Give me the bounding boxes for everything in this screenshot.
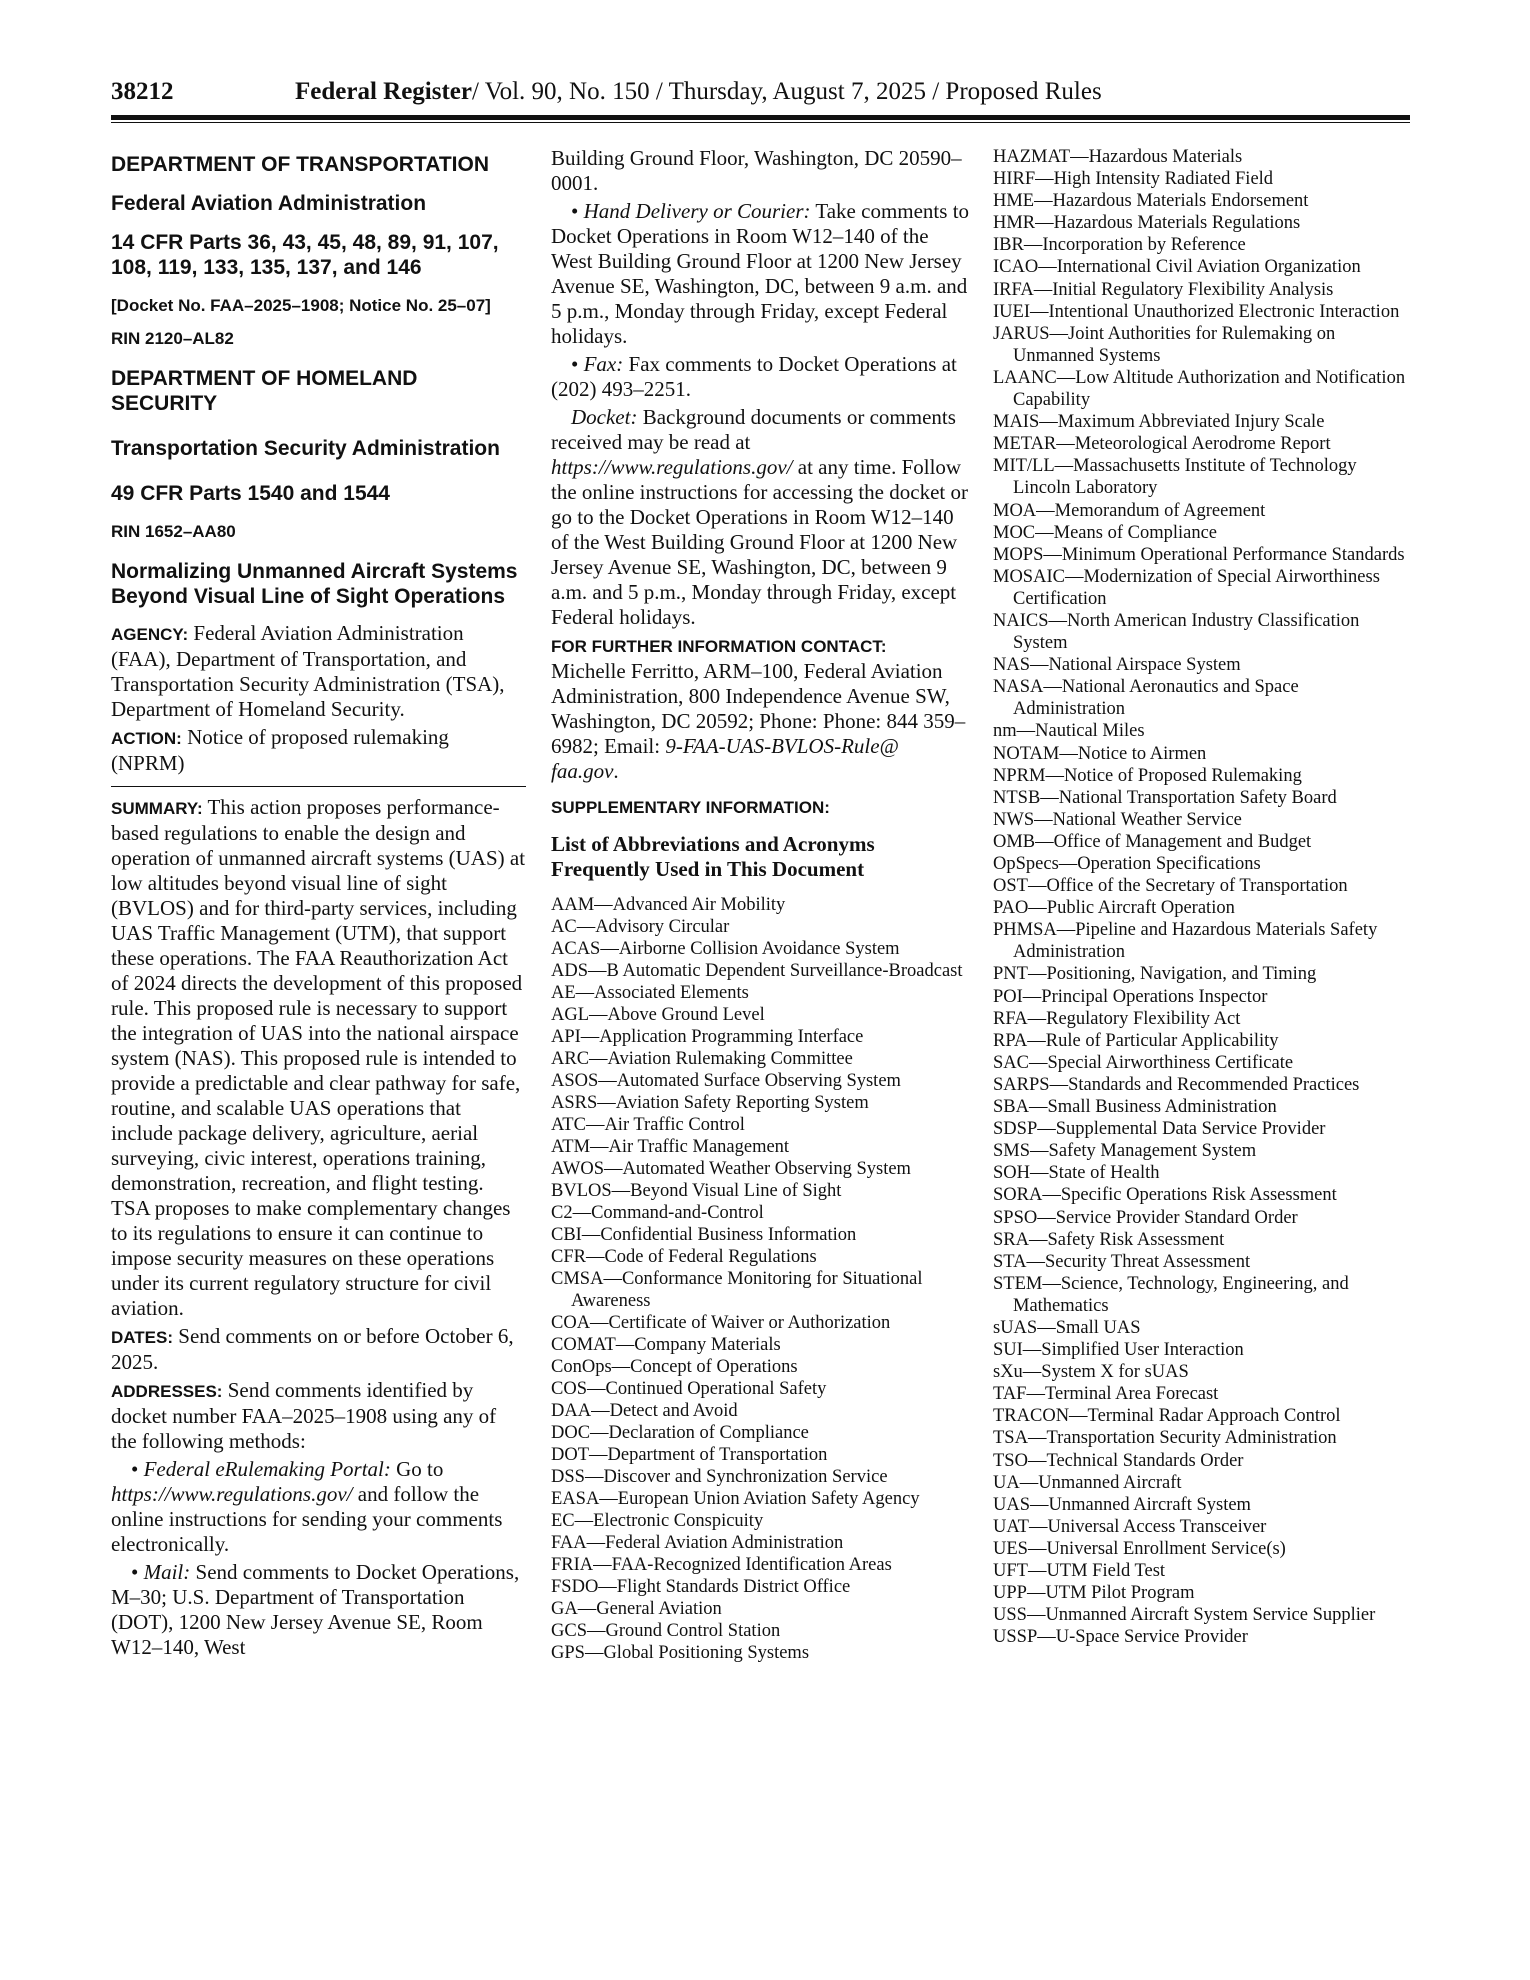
abbreviation-item: COA—Certificate of Waiver or Authorization: [551, 1313, 891, 1333]
abbreviation-item: AC—Advisory Circular: [551, 917, 730, 937]
abbreviation-item: TSA—Transportation Security Administration: [993, 1428, 1337, 1449]
abbreviation-item: USSP—U-Space Service Provider: [993, 1627, 1248, 1648]
abbreviations-heading: List of Abbreviations and Acronyms Frequently Used in This Document: [551, 832, 875, 881]
abbreviation-item: ASOS—Automated Surface Observing System: [551, 1071, 901, 1091]
abbreviation-item: MOSAIC—Modernization of Special Airworthiness Certification: [993, 566, 1380, 609]
journal-name: Federal Register: [295, 78, 473, 105]
page-header: [111, 78, 1410, 118]
address-continued: Building Ground Floor, Washington, DC 20590–0001.: [551, 146, 962, 195]
abbreviation-item: ConOps—Concept of Operations: [551, 1357, 798, 1377]
abbreviation-item: AGL—Above Ground Level: [551, 1005, 765, 1025]
abbreviation-item: ICAO—International Civil Aviation Organization: [993, 257, 1361, 278]
abbreviation-item: TRACON—Terminal Radar Approach Control: [993, 1406, 1341, 1427]
abbreviation-item: DOC—Declaration of Compliance: [551, 1423, 809, 1443]
abbreviation-item: AWOS—Automated Weather Observing System: [551, 1159, 911, 1179]
abbreviation-item: RFA—Regulatory Flexibility Act: [993, 1008, 1241, 1029]
abbreviation-item: PAO—Public Aircraft Operation: [993, 898, 1235, 919]
abbreviation-list-2: [993, 146, 1411, 1648]
abbreviation-item: EASA—European Union Aviation Safety Agency: [551, 1489, 920, 1509]
fax-bullet: • Fax: Fax comments to Docket Operations at (202) 493–2251.: [551, 352, 957, 401]
abbreviation-item: C2—Command-and-Control: [551, 1203, 764, 1223]
abbreviation-item: SMS—Safety Management System: [993, 1141, 1257, 1162]
abbreviation-item: GA—General Aviation: [551, 1599, 722, 1619]
abbreviation-list-1: [551, 894, 971, 1664]
abbreviation-item: sXu—System X for sUAS: [993, 1362, 1189, 1383]
abbreviation-item: METAR—Meteorological Aerodrome Report: [993, 434, 1331, 455]
abbreviation-item: nm—Nautical Miles: [993, 721, 1145, 742]
abbreviation-item: GPS—Global Positioning Systems: [551, 1643, 810, 1663]
agency-paragraph: AGENCY: Federal Aviation Administration (FAA), Department of Transportation, and Transportation Security Administration (TSA), Department of Homeland Security.: [111, 621, 505, 721]
abbreviation-item: ATM—Air Traffic Management: [551, 1137, 790, 1157]
abbreviation-item: USS—Unmanned Aircraft System Service Supplier: [993, 1605, 1376, 1626]
cfr-parts-2: 49 CFR Parts 1540 and 1544: [111, 482, 390, 505]
abbreviation-item: MOA—Memorandum of Agreement: [993, 500, 1266, 521]
abbreviation-item: BVLOS—Beyond Visual Line of Sight: [551, 1181, 842, 1201]
abbreviation-item: DAA—Detect and Avoid: [551, 1401, 738, 1421]
abbreviation-item: ATC—Air Traffic Control: [551, 1115, 745, 1135]
action-paragraph: ACTION: Notice of proposed rulemaking (NPRM): [111, 725, 449, 775]
abbreviation-item: SDSP—Supplemental Data Service Provider: [993, 1119, 1326, 1140]
abbreviation-item: SARPS—Standards and Recommended Practices: [993, 1074, 1360, 1095]
abbreviation-item: UAT—Universal Access Transceiver: [993, 1516, 1267, 1537]
abbreviation-item: PHMSA—Pipeline and Hazardous Materials Safety Administration: [993, 920, 1378, 963]
abbreviation-item: FAA—Federal Aviation Administration: [551, 1533, 844, 1553]
abbreviation-item: UES—Universal Enrollment Service(s): [993, 1538, 1286, 1559]
column-3: [993, 146, 1411, 1648]
abbreviation-item: SAC—Special Airworthiness Certificate: [993, 1052, 1294, 1073]
supplementary-heading: SUPPLEMENTARY INFORMATION:: [551, 798, 830, 817]
abbreviation-item: NWS—National Weather Service: [993, 809, 1242, 830]
abbreviation-item: MOPS—Minimum Operational Performance Standards: [993, 544, 1405, 565]
abbreviation-item: ADS—B Automatic Dependent Surveillance-Broadcast: [551, 961, 963, 981]
abbreviation-item: CFR—Code of Federal Regulations: [551, 1247, 817, 1267]
abbreviation-item: IRFA—Initial Regulatory Flexibility Analysis: [993, 279, 1334, 300]
abbreviation-item: ASRS—Aviation Safety Reporting System: [551, 1093, 869, 1113]
abbreviation-item: GCS—Ground Control Station: [551, 1621, 781, 1641]
abbreviation-item: CBI—Confidential Business Information: [551, 1225, 857, 1245]
portal-link[interactable]: https://www.regulations.gov/: [111, 1482, 353, 1506]
abbreviation-item: PNT—Positioning, Navigation, and Timing: [993, 964, 1317, 985]
abbreviation-item: ARC—Aviation Rulemaking Committee: [551, 1049, 853, 1069]
abbreviation-item: RPA—Rule of Particular Applicability: [993, 1030, 1279, 1051]
abbreviation-item: TAF—Terminal Area Forecast: [993, 1384, 1219, 1405]
divider: [111, 786, 526, 787]
abbreviation-item: HMR—Hazardous Materials Regulations: [993, 213, 1301, 234]
abbreviation-item: FRIA—FAA-Recognized Identification Areas: [551, 1555, 892, 1575]
abbreviation-item: DSS—Discover and Synchronization Service: [551, 1467, 888, 1487]
abbreviation-item: NASA—National Aeronautics and Space Administration: [993, 677, 1299, 720]
abbreviation-item: COS—Continued Operational Safety: [551, 1379, 827, 1399]
abbreviation-item: NOTAM—Notice to Airmen: [993, 743, 1207, 764]
abbreviation-item: POI—Principal Operations Inspector: [993, 986, 1268, 1007]
abbreviation-item: SUI—Simplified User Interaction: [993, 1340, 1244, 1361]
abbreviation-item: FSDO—Flight Standards District Office: [551, 1577, 851, 1597]
abbreviation-item: OST—Office of the Secretary of Transportation: [993, 876, 1348, 897]
abbreviation-item: STA—Security Threat Assessment: [993, 1251, 1251, 1272]
abbreviation-item: STEM—Science, Technology, Engineering, and Mathematics: [993, 1273, 1349, 1316]
abbreviation-item: SBA—Small Business Administration: [993, 1097, 1277, 1118]
docket-number: [Docket No. FAA–2025–1908; Notice No. 25–07]: [111, 296, 491, 315]
dates-paragraph: DATES: Send comments on or before October 6, 2025.: [111, 1324, 514, 1374]
abbreviation-item: CMSA—Conformance Monitoring for Situational Awareness: [551, 1269, 923, 1311]
abbreviation-item: NAICS—North American Industry Classification System: [993, 610, 1360, 654]
document-title: Normalizing Unmanned Aircraft Systems Beyond Visual Line of Sight Operations: [111, 560, 518, 608]
abbreviation-item: NAS—National Airspace System: [993, 655, 1241, 676]
running-head: [295, 78, 1102, 106]
abbreviation-item: AAM—Advanced Air Mobility: [551, 895, 786, 915]
abbreviation-item: UPP—UTM Pilot Program: [993, 1583, 1195, 1604]
header-rule-thin: [111, 122, 1410, 123]
abbreviation-item: LAANC—Low Altitude Authorization and Notification Capability: [993, 367, 1406, 411]
abbreviation-item: ACAS—Airborne Collision Avoidance System: [551, 939, 900, 959]
abbreviation-item: OpSpecs—Operation Specifications: [993, 854, 1261, 874]
abbreviation-item: MOC—Means of Compliance: [993, 522, 1218, 543]
hand-delivery-bullet: • Hand Delivery or Courier: Take comments to Docket Operations in Room W12–140 of the West Building Ground Floor at 1200 New Jersey Avenue SE, Washington, DC, between 9 a.m. and 5 p.m., Monday through Friday, except Federal holidays.: [551, 199, 970, 348]
abbreviation-item: SOH—State of Health: [993, 1163, 1160, 1184]
abbreviation-item: MAIS—Maximum Abbreviated Injury Scale: [993, 412, 1325, 433]
abbreviation-item: NPRM—Notice of Proposed Rulemaking: [993, 765, 1302, 786]
column-1: [111, 146, 526, 1663]
header-rule-thick: [111, 115, 1410, 120]
abbreviation-item: TSO—Technical Standards Order: [993, 1450, 1244, 1471]
docket-link[interactable]: https://www.regulations.gov/: [551, 455, 793, 479]
rin: RIN 2120–AL82: [111, 329, 234, 348]
abbreviation-item: OMB—Office of Management and Budget: [993, 831, 1312, 852]
docket-paragraph: Docket: Background documents or comments received may be read at https://www.regulations.gov/ at any time. Follow the online instructions for accessing the docket or go to the Docket Operations in Room W12–140 of the West Building Ground Floor at 1200 New Jersey Avenue SE, Washington, DC, between 9 a.m. and 5 p.m., Monday through Friday, except Federal holidays.: [551, 405, 968, 629]
abbreviation-item: IBR—Incorporation by Reference: [993, 235, 1246, 256]
addresses-paragraph: ADDRESSES: Send comments identified by docket number FAA–2025–1908 using any of the following methods:: [111, 1378, 497, 1453]
cfr-parts: 14 CFR Parts 36, 43, 45, 48, 89, 91, 107, 108, 119, 133, 135, 137, and 146: [111, 231, 499, 279]
page-number: 38212: [111, 78, 174, 105]
abbreviation-item: NTSB—National Transportation Safety Board: [993, 787, 1337, 808]
agency-heading: Federal Aviation Administration: [111, 192, 427, 215]
agency-heading-2: Transportation Security Administration: [111, 437, 500, 460]
mail-bullet: • Mail: Send comments to Docket Operations, M–30; U.S. Department of Transportation (DOT), 1200 New Jersey Avenue SE, Room W12–140, West: [111, 1560, 520, 1659]
citation: / Vol. 90, No. 150 / Thursday, August 7, 2025 / Proposed Rules: [472, 78, 1102, 105]
abbreviation-item: IUEI—Intentional Unauthorized Electronic Interaction: [993, 301, 1400, 322]
abbreviation-item: JARUS—Joint Authorities for Rulemaking on Unmanned Systems: [993, 323, 1336, 366]
abbreviation-item: sUAS—Small UAS: [993, 1317, 1141, 1338]
department-heading: DEPARTMENT OF TRANSPORTATION: [111, 153, 489, 176]
abbreviation-item: SORA—Specific Operations Risk Assessment: [993, 1185, 1337, 1206]
abbreviation-item: API—Application Programming Interface: [551, 1027, 864, 1047]
abbreviation-item: SRA—Safety Risk Assessment: [993, 1229, 1225, 1250]
abbreviation-item: UFT—UTM Field Test: [993, 1561, 1166, 1581]
abbreviation-item: UAS—Unmanned Aircraft System: [993, 1494, 1251, 1515]
abbreviation-item: AE—Associated Elements: [551, 983, 749, 1003]
abbreviation-item: HAZMAT—Hazardous Materials: [993, 147, 1243, 167]
abbreviation-item: EC—Electronic Conspicuity: [551, 1511, 764, 1531]
abbreviation-item: SPSO—Service Provider Standard Order: [993, 1207, 1298, 1228]
abbreviation-item: COMAT—Company Materials: [551, 1335, 781, 1355]
column-2: [551, 146, 971, 1664]
abbreviation-item: DOT—Department of Transportation: [551, 1445, 828, 1465]
rin-2: RIN 1652–AA80: [111, 522, 236, 541]
summary-paragraph: SUMMARY: This action proposes performance-based regulations to enable the design and operation of unmanned aircraft systems (UAS) at low altitudes beyond visual line of sight (BVLOS) and for third-party services, including UAS Traffic Management (UTM), that support these operations. The FAA Reauthorization Act of 2024 directs the development of this proposed rule. This proposed rule is necessary to support the integration of UAS into the national airspace system (NAS). This proposed rule is intended to provide a predictable and clear pathway for safe, routine, and scalable UAS operations that include package delivery, agriculture, aerial surveying, civic interest, operations training, demonstration, recreation, and flight testing. TSA proposes to make complementary changes to its regulations to ensure it can continue to impose security measures on these operations under its current regulatory structure for civil aviation.: [111, 795, 526, 1320]
abbreviation-item: UA—Unmanned Aircraft: [993, 1472, 1182, 1493]
abbreviation-item: HME—Hazardous Materials Endorsement: [993, 191, 1309, 212]
abbreviation-item: MIT/LL—Massachusetts Institute of Technology Lincoln Laboratory: [993, 456, 1357, 499]
portal-bullet: • Federal eRulemaking Portal: Go to https://www.regulations.gov/ and follow the online instructions for sending your comments electronically.: [111, 1457, 503, 1556]
abbreviation-item: HIRF—High Intensity Radiated Field: [993, 169, 1274, 190]
contact-paragraph: FOR FURTHER INFORMATION CONTACT: Michelle Ferritto, ARM–100, Federal Aviation Administration, 800 Independence Avenue SW, Washington, DC 20592; Phone: Phone: 844 359–6982; Email: 9-FAA-UAS-BVLOS-Rule@ faa.gov.: [551, 637, 966, 783]
contact-email-link[interactable]: 9-FAA-UAS-BVLOS-Rule@ faa.gov: [551, 734, 899, 783]
department-heading-2: DEPARTMENT OF HOMELAND SECURITY: [111, 367, 418, 415]
